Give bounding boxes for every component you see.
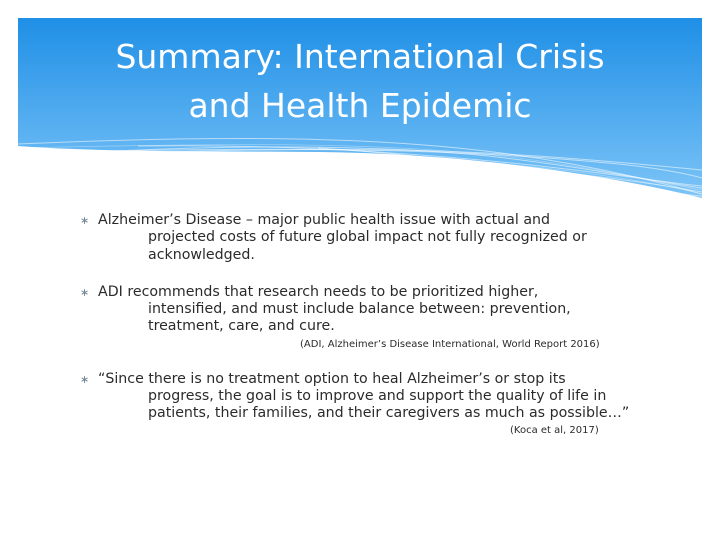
bullet-item-2 <box>80 284 640 353</box>
asterisk-bullet-icon: ∗ <box>80 372 90 386</box>
bullet-line: ADI recommends that research needs to be prioritized higher, <box>98 283 539 300</box>
citation: (ADI, Alzheimer’s Disease International, World Report 2016) <box>300 338 600 350</box>
title-banner <box>18 18 702 198</box>
title-line-1: Summary: International Crisis <box>115 37 605 76</box>
slide-title <box>18 32 702 130</box>
bullet-text <box>98 284 640 353</box>
bullet-line: progress, the goal is to improve and support the quality of life in <box>148 388 607 405</box>
bullet-line: “Since there is no treatment option to heal Alzheimer’s or stop its <box>98 370 566 387</box>
bullet-line: patients, their families, and their caregivers as much as possible…” <box>148 405 630 422</box>
bullet-line: acknowledged. <box>148 246 255 263</box>
bullet-list <box>80 212 640 439</box>
bullet-line: projected costs of future global impact not fully recognized or <box>148 229 587 246</box>
asterisk-bullet-icon: ∗ <box>80 214 90 227</box>
bullet-text <box>98 212 640 264</box>
bullet-line: intensified, and must include balance between: prevention, <box>148 301 571 318</box>
bullet-text <box>98 371 640 439</box>
title-line-2: and Health Epidemic <box>188 86 532 125</box>
bullet-item-1 <box>80 212 640 264</box>
citation: (Koca et al, 2017) <box>510 424 599 436</box>
bullet-line: treatment, care, and cure. <box>148 318 335 335</box>
bullet-item-3 <box>80 371 640 439</box>
bullet-line: Alzheimer’s Disease – major public health issue with actual and <box>98 212 551 228</box>
asterisk-bullet-icon: ∗ <box>80 285 90 299</box>
